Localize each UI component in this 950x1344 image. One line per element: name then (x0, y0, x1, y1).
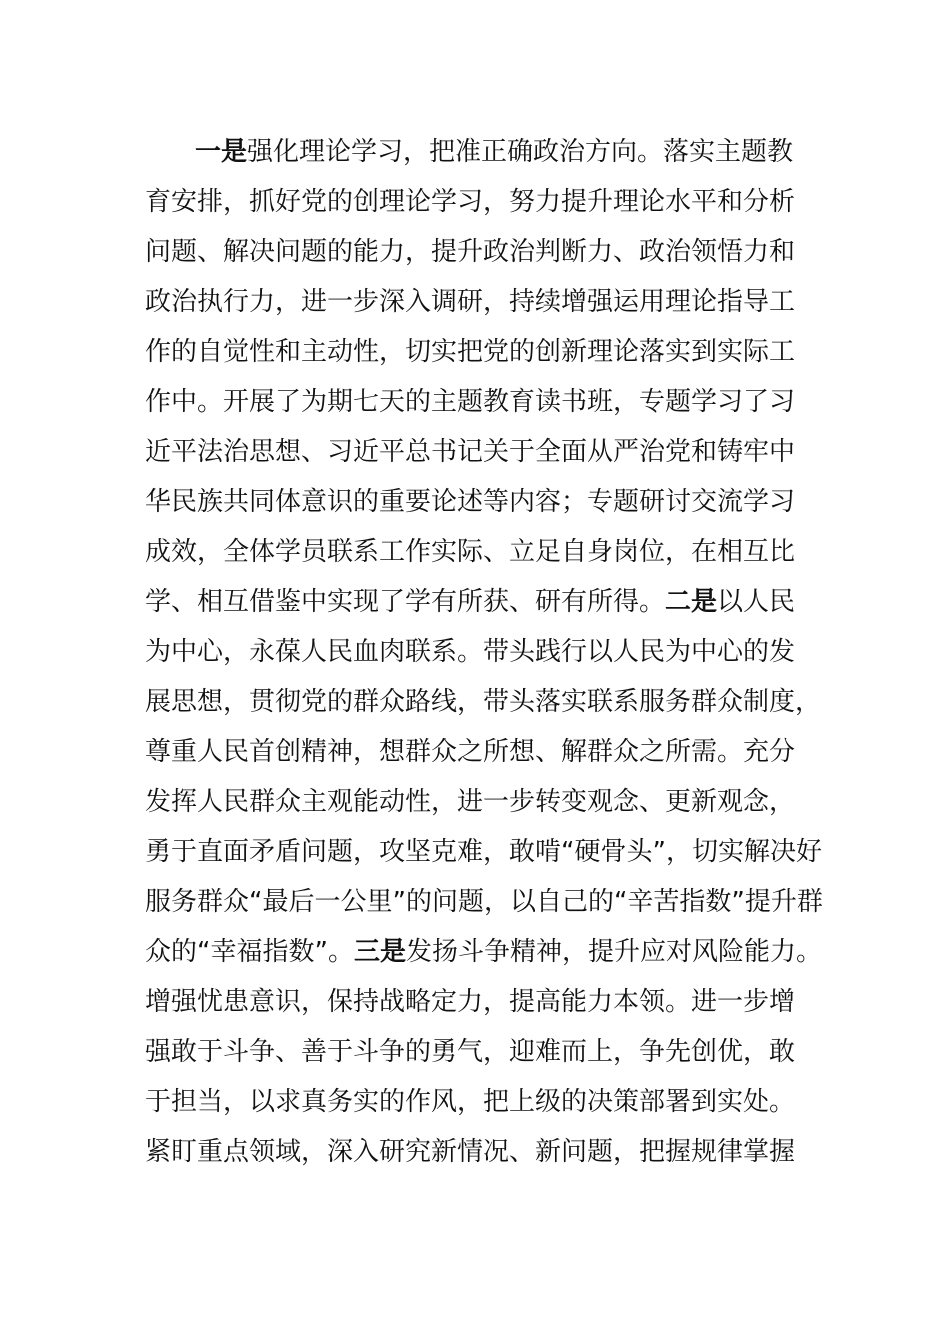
line-text: 勇于直面矛盾问题，攻坚克难，敢啃“硬骨头”，切实解决好 (145, 837, 822, 867)
text-line (145, 1127, 815, 1177)
line-text: 强化理论学习，把准正确政治方向。落实主题教 (247, 137, 794, 167)
text-line (145, 727, 815, 777)
text-line (145, 827, 822, 877)
text-line (145, 777, 815, 827)
text-line (145, 477, 815, 527)
text-line (145, 977, 815, 1027)
line-text: 发扬斗争精神，提升应对风险能力。 (405, 937, 822, 967)
line-text: 近平法治思想、习近平总书记关于全面从严治党和铸牢中 (145, 437, 796, 467)
line-text: 强敢于斗争、善于斗争的勇气，迎难而上，争先创优，敢 (145, 1037, 796, 1067)
line-text: 展思想，贯彻党的群众路线，带头落实联系服务群众制度， (145, 687, 822, 717)
line-text: 成效，全体学员联系工作实际、立足自身岗位，在相互比 (145, 537, 796, 567)
body-paragraph (145, 127, 823, 1177)
line-text: 发挥人民群众主观能动性，进一步转变观念、更新观念， (145, 787, 796, 817)
line-text: 于担当，以求真务实的作风，把上级的决策部署到实处。 (145, 1087, 796, 1117)
text-line (145, 1027, 815, 1077)
line-text: 政治执行力，进一步深入调研，持续增强运用理论指导工 (145, 287, 796, 317)
line-text: 作的自觉性和主动性，切实把党的创新理论落实到实际工 (145, 337, 796, 367)
text-line (145, 227, 815, 277)
line-text: 众的“幸福指数”。 (145, 937, 354, 967)
lead-phrase-two: 二是 (665, 587, 718, 617)
text-line (145, 877, 823, 927)
text-line (145, 427, 815, 477)
text-line (145, 327, 815, 377)
line-text: 学、相互借鉴中实现了学有所获、研有所得。 (145, 587, 666, 617)
text-line (145, 527, 815, 577)
line-text: 问题、解决问题的能力，提升政治判断力、政治领悟力和 (145, 237, 796, 267)
line-text: 增强忧患意识，保持战略定力，提高能力本领。进一步增 (145, 987, 796, 1017)
line-text: 育安排，抓好党的创理论学习，努力提升理论水平和分析 (145, 187, 796, 217)
line-text: 以人民 (717, 587, 796, 617)
line-text: 服务群众“最后一公里”的问题，以自己的“辛苦指数”提升群 (145, 887, 823, 917)
lead-phrase-one: 一是 (195, 137, 248, 167)
lead-phrase-three: 三是 (353, 937, 406, 967)
line-text: 尊重人民首创精神，想群众之所想、解群众之所需。充分 (145, 737, 796, 767)
line-text: 为中心，永葆人民血肉联系。带头践行以人民为中心的发 (145, 637, 796, 667)
text-line (145, 127, 815, 177)
line-text: 紧盯重点领域，深入研究新情况、新问题，把握规律掌握 (145, 1137, 796, 1167)
text-line (145, 177, 815, 227)
text-line (145, 1077, 815, 1127)
text-line (145, 277, 815, 327)
line-text: 作中。开展了为期七天的主题教育读书班，专题学习了习 (145, 387, 796, 417)
text-line (145, 377, 815, 427)
text-line (145, 577, 815, 627)
text-line (145, 927, 822, 977)
line-text: 华民族共同体意识的重要论述等内容；专题研讨交流学习 (145, 487, 796, 517)
text-line (145, 677, 822, 727)
text-line (145, 627, 815, 677)
